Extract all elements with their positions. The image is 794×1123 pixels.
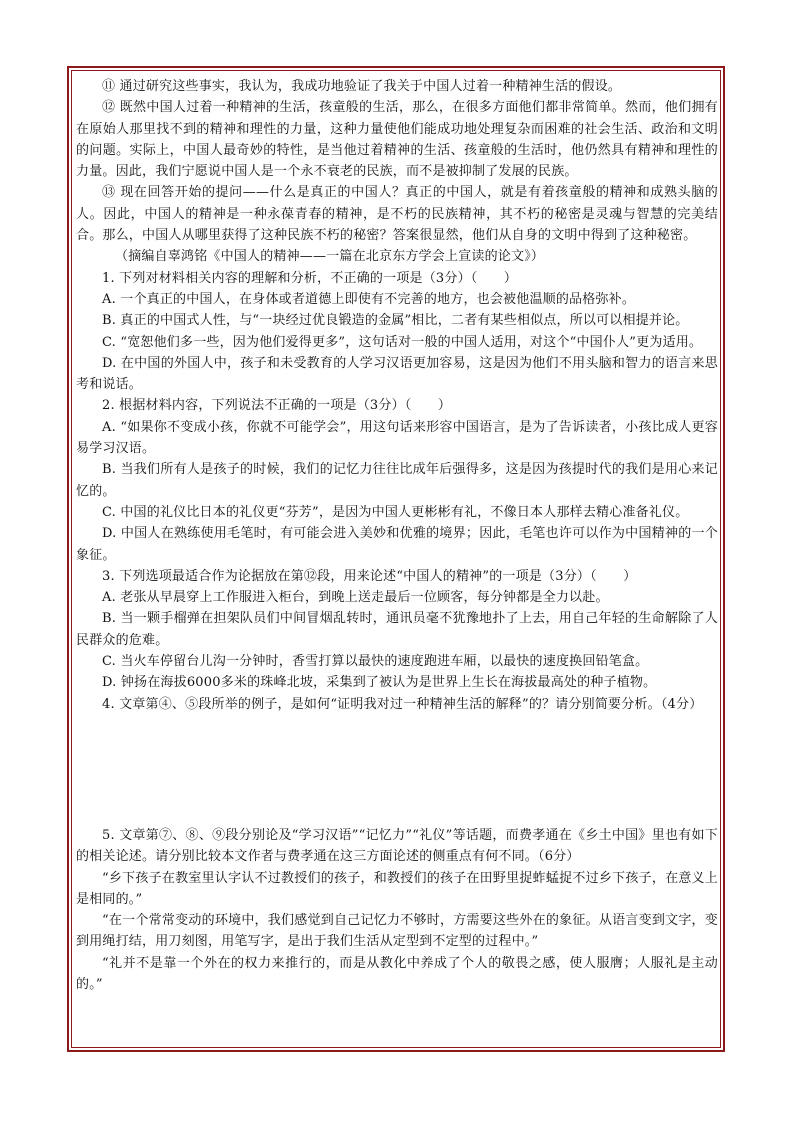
answer-space	[76, 715, 718, 825]
question-3-option-b: B. 当一颗手榴弹在担架队员们中间冒烟乱转时，通讯员毫不犹豫地扑了上去，用自己年轻的生命解除了人民群众的危难。	[76, 611, 718, 648]
question-2-option-c: C. 中国的礼仪比日本的礼仪更“芬芳”，是因为中国人更彬彬有礼，不像日本人那样去精心准备礼仪。	[102, 504, 689, 520]
question-1-option-b: B. 真正的中国式人性，与“一块经过优良锻造的金属”相比，二者有某些相似点，所以可以相提并论。	[102, 313, 689, 329]
question-1-option-c: C. “宽恕他们多一些，因为他们爱得更多”，这句话对一般的中国人适用，对这个“中国仆人”更为适用。	[102, 334, 703, 350]
question-3-option-c: C. 当火车停留台儿沟一分钟时，香雪打算以最快的速度跑进车厢，以最快的速度换回铅笔盒。	[102, 654, 649, 670]
question-3-option-a: A. 老张从早晨穿上工作服进入柜台，到晚上送走最后一位顾客，每分钟都是全力以赴。	[102, 590, 609, 606]
question-5-quote-3: “礼并不是靠一个外在的权力来推行的，而是从教化中养成了个人的敬畏之感，使人服膺；人服礼是主动的。”	[76, 955, 718, 992]
question-3-stem: 3. 下列选项最适合作为论据放在第⑫段，用来论述“中国人的精神”的一项是（3分）（ ）	[102, 568, 637, 584]
question-5-quote-2: “在一个常常变动的环境中，我们感觉到自己记忆力不够时，方需要这些外在的象征。从语言变到文字，变到用绳打结，用刀刻图，用笔写字，是出于我们生活从定型到不定型的过程中。”	[76, 913, 718, 950]
question-5-stem: 5. 文章第⑦、⑧、⑨段分别论及“学习汉语”“记忆力”“礼仪”等话题，而费孝通在《乡土中国》里也有如下的相关论述。请分别比较本文作者与费孝通在这三方面论述的侧重点有何不同。（6分）	[76, 827, 718, 865]
question-1-stem: 1. 下列对材料相关内容的理解和分析，不正确的一项是（3分）（ ）	[102, 270, 518, 286]
question-2-option-d: D. 中国人在熟练使用毛笔时，有可能会进入美妙和优雅的境界；因此，毛笔也许可以作为中国精神的一个象征。	[76, 526, 718, 563]
document-content	[76, 76, 718, 995]
paragraph-12: ⑫ 既然中国人过着一种精神的生活，孩童般的生活，那么，在很多方面他们都非常简单。然而，他们拥有在原始人那里找不到的精神和理性的力量，这种力量使他们能成功地处理复杂而困难的社会生活、政治和文明的问题。实际上，中国人最奇妙的特性，是当他过着精神的生活、孩童般的生活时，他仍然具有精神和理性的力量。因此，我们宁愿说中国人是一个永不衰老的民族，而不是被抑制了发展的民族。	[76, 100, 718, 180]
question-2-option-a: A. “如果你不变成小孩，你就不可能学会”，用这句话来形容中国语言，是为了告诉读者，小孩比成人更容易学习汉语。	[76, 419, 718, 457]
paragraph-11: ⑪ 通过研究这些事实，我认为，我成功地验证了我关于中国人过着一种精神生活的假设。	[102, 79, 622, 94]
question-4-stem: 4. 文章第④、⑤段所举的例子，是如何“证明我对过一种精神生活的解释”的？请分别简要分析。（4分）	[102, 696, 703, 712]
question-2-stem: 2. 根据材料内容，下列说法不正确的一项是（3分）（ ）	[102, 398, 452, 414]
question-1-option-a: A. 一个真正的中国人，在身体或者道德上即使有不完善的地方，也会被他温顺的品格弥补。	[102, 291, 636, 307]
question-5-quote-1: “乡下孩子在教室里认字认不过教授们的孩子，和教授们的孩子在田野里捉蚱蜢捉不过乡下孩子，在意义上是相同的。”	[76, 870, 718, 907]
question-3-option-d: D. 钟扬在海拔6000多米的珠峰北坡，采集到了被认为是世界上生长在海拔最高处的种子植物。	[102, 675, 657, 691]
question-1-option-d: D. 在中国的外国人中，孩子和未受教育的人学习汉语更加容易，这是因为他们不用头脑和智力的语言来思考和说话。	[76, 355, 718, 393]
paragraph-13: ⑬ 现在回答开始的提问——什么是真正的中国人？真正的中国人，就是有着孩童般的精神和成熟头脑的人。因此，中国人的精神是一种永葆青春的精神，是不朽的民族精神，其不朽的秘密是灵魂与智慧的完美结合。那么，中国人从哪里获得了这种民族不朽的秘密？答案很显然，他们从自身的文明中得到了这种秘密。	[76, 185, 718, 244]
question-2-option-b: B. 当我们所有人是孩子的时候，我们的记忆力往往比成年后强得多，这是因为孩提时代的我们是用心来记忆的。	[76, 462, 718, 499]
source-citation: （摘编自辜鸿铭《中国人的精神——一篇在北京东方学会上宣读的论文》）	[115, 249, 545, 265]
